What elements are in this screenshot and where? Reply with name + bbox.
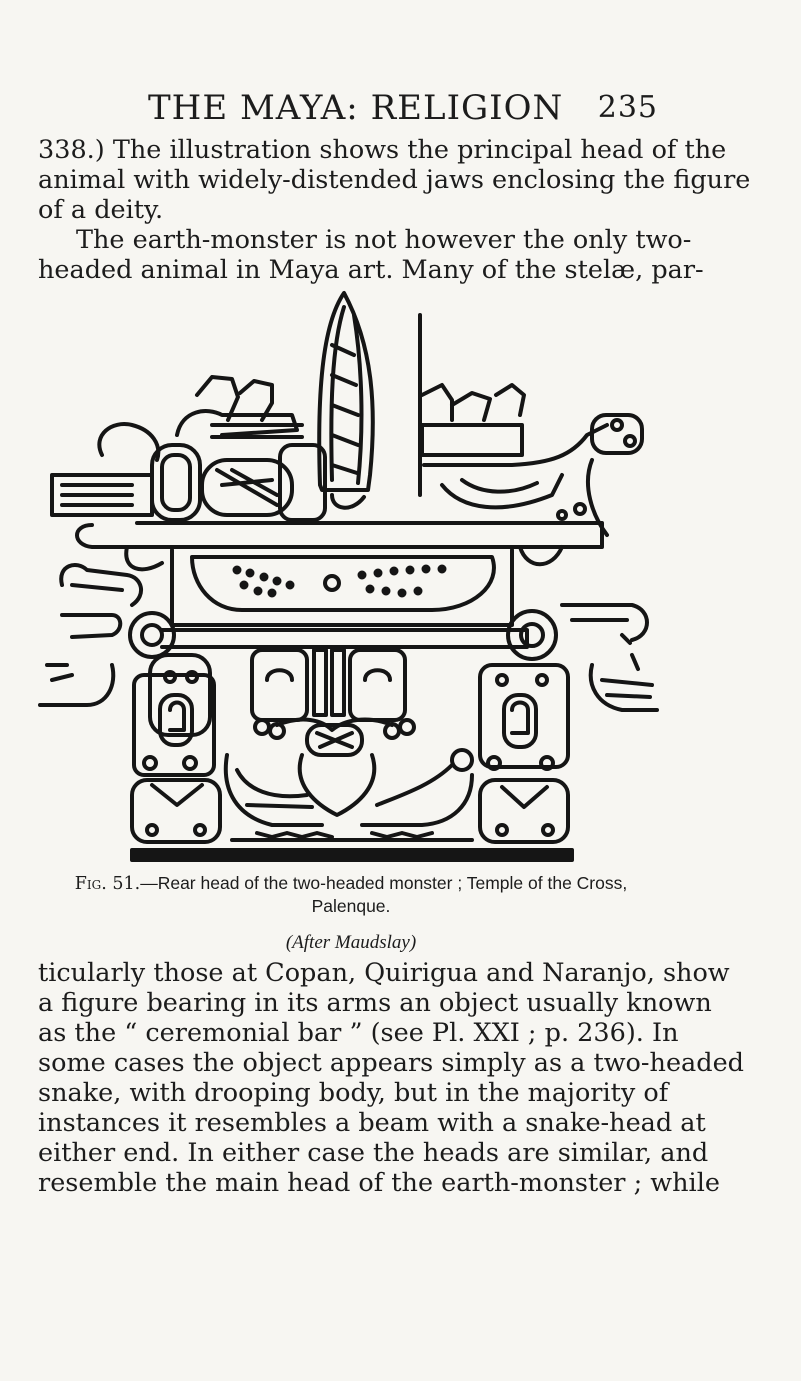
- text-line: 338.) The illustration shows the principal head of the: [38, 135, 727, 165]
- text-line: a figure bearing in its arms an object usually known: [38, 988, 712, 1018]
- caption-text-2: Palenque.: [311, 896, 391, 916]
- figure-number: Fig. 51.: [74, 874, 141, 894]
- text-line: of a deity.: [38, 195, 164, 225]
- text-line: as the “ ceremonial bar ” (see Pl. XXI ; p. 236). In: [38, 1018, 679, 1048]
- text-line: resemble the main head of the earth-monster ; while: [38, 1168, 720, 1198]
- monster-head-illustration: [32, 285, 662, 870]
- paragraph-top: [38, 135, 751, 285]
- text-line: animal with widely-distended jaws enclosing the figure: [38, 165, 751, 195]
- text-line: either end. In either case the heads are similar, and: [38, 1138, 709, 1168]
- paragraph-bottom: [38, 958, 744, 1198]
- text-line: snake, with drooping body, but in the majority of: [38, 1078, 669, 1108]
- figure-caption: [38, 872, 664, 917]
- text-line: ticularly those at Copan, Quirigua and Naranjo, show: [38, 958, 730, 988]
- text-line: The earth-monster is not however the only two-: [76, 225, 692, 255]
- caption-text-1: —Rear head of the two-headed monster ; Temple of the Cross,: [140, 873, 628, 893]
- text-line: some cases the object appears simply as a two-headed: [38, 1048, 744, 1078]
- text-line: instances it resembles a beam with a snake-head at: [38, 1108, 706, 1138]
- page-number: 235: [597, 90, 658, 125]
- monster-head-drawing: [32, 285, 662, 870]
- figure-credit: (After Maudslay): [285, 932, 417, 953]
- running-head-title: THE MAYA: RELIGION: [148, 88, 564, 128]
- text-line: headed animal in Maya art. Many of the stelæ, par-: [38, 255, 704, 285]
